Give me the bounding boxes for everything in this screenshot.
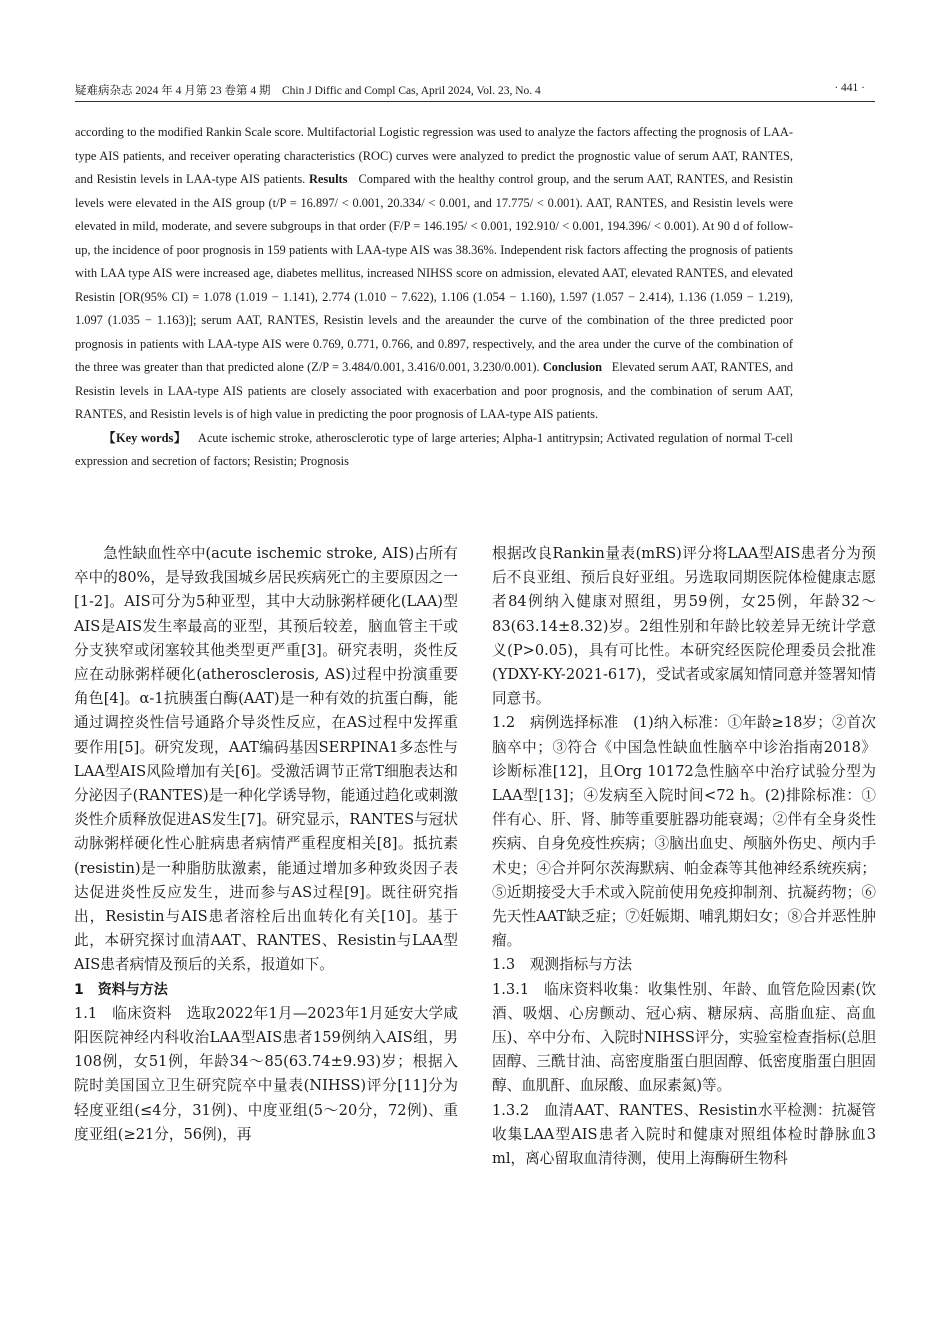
clinical-data-continued: 根据改良Rankin量表(mRS)评分将LAA型AIS患者分为预后不良亚组、预后良好亚组。另选取同期医院体检健康志愿者84例纳入健康对照组，男59例，女25例，年龄32～83(63.14±8.32)岁。2组性别和年龄比较差异无统计学意义(P>0.05)，具有可比性。本研究经医院伦理委员会批准(YDXY-KY-2021-617)，受试者或家属知情同意并签署知情同意书。	[492, 545, 876, 708]
english-abstract	[75, 121, 793, 474]
conclusion-label: Conclusion	[542, 360, 603, 374]
results-text: Compared with the healthy control group, and the serum AAT, RANTES, and Resistin levels were elevated in the AIS group (t/P = 16.897/ < 0.001, 20.334/ < 0.001, and 17.775/ < 0.001). AAT, RANTES, and Resistin levels were elevated in mild, moderate, and severe subgroups in that order (F/P = 146.195/ < 0.001, 192.910/ < 0.001, 194.396/ < 0.001). At 90 d of follow-up, the incidence of poor prognosis in 159 patients with LAA-type AIS was 38.36%. Independent risk factors affecting the prognosis of patients with LAA type AIS were increased age, diabetes mellitus, increased NIHSS score on admission, elevated AAT, elevated RANTES, and elevated Resistin [OR(95% CI) = 1.078 (1.019 − 1.141), 2.774 (1.010 − 7.622), 1.106 (1.054 − 1.160), 1.597 (1.057 − 2.414), 1.136 (1.059 − 1.219), 1.097 (1.035 − 1.163)]; serum AAT, RANTES, Resistin levels and the areaunder the curve of the combination of the three predicted poor prognosis in patients with LAA-type AIS were 0.769, 0.771, 0.766, and 0.897, respectively, and the area under the curve of the combination of the three was greater than that predicted alone (Z/P = 3.484/0.001, 3.416/0.001, 3.230/0.001).	[75, 172, 793, 374]
section-1-2-selection-criteria: 1.2 病例选择标准 (1)纳入标准：①年龄≥18岁；②首次脑卒中；③符合《中国急性缺血性脑卒中诊治指南2018》诊断标准[12]，且Org 10172急性脑卒中治疗试验分型为LAA型[13]；④发病至入院时间<72 h。(2)排除标准：①伴有心、肝、肾、肺等重要脏器功能衰竭；②伴有全身炎性疾病、自身免疫性疾病；③脑出血史、颅脑外伤史、颅内手术史；④合并阿尔茨海默病、帕金森等其他神经系统疾病；⑤近期接受大手术或入院前使用免疫抑制剂、抗凝药物；⑥先天性AAT缺乏症；⑦妊娠期、哺乳期妇女；⑧合并恶性肿瘤。	[492, 714, 876, 950]
section-1-3-heading: 1.3 观测指标与方法	[492, 956, 632, 974]
section-1-3-1-clinical-collection: 1.3.1 临床资料收集：收集性别、年龄、血管危险因素(饮酒、吸烟、心房颤动、冠心病、糖尿病、高脂血症、高血压)、卒中分布、入院时NIHSS评分，实验室检查指标(总胆固醇、三酰甘油、高密度脂蛋白胆固醇、低密度脂蛋白胆固醇、血肌酐、血尿酸、血尿素氮)等。	[492, 980, 876, 1095]
keywords-text: Acute ischemic stroke, atherosclerotic type of large arteries; Alpha-1 antitrypsin; Activated regulation of normal T-cell expression and secretion of factors; Resistin; Prognosis	[75, 430, 793, 468]
section-1-1-clinical-data: 1.1 临床资料 选取2022年1月—2023年1月延安大学咸阳医院神经内科收治LAA型AIS患者159例纳入AIS组，男108例，女51例，年龄34～85(63.74±9.93)岁；根据入院时美国国立卫生研究院卒中量表(NIHSS)评分[11]分为轻度亚组(≤4分，31例)、中度亚组(5～20分，72例)、重度亚组(≥21分，56例)，再	[74, 1004, 458, 1143]
keywords	[75, 427, 793, 474]
introduction-paragraph: 急性缺血性卒中(acute ischemic stroke, AIS)占所有卒中的80%，是导致我国城乡居民疾病死亡的主要原因之一[1-2]。AIS可分为5种亚型，其中大动脉粥样硬化(LAA)型AIS是AIS发生率最高的亚型，其预后较差，脑血管主干或分支狭窄或闭塞较其他类型更严重[3]。研究表明，炎性反应在动脉粥样硬化(atherosclerosis, AS)过程中扮演重要角色[4]。α-1抗胰蛋白酶(AAT)是一种有效的抗蛋白酶，能通过调控炎性信号通路介导炎性反应，在AS过程中发挥重要作用[5]。研究发现，AAT编码基因SERPINA1多态性与LAA型AIS风险增加有关[6]。受激活调节正常T细胞表达和分泌因子(RANTES)是一种化学诱导物，能通过趋化或刺激炎性介质释放促进AS发生[7]。研究显示，RANTES与冠状动脉粥样硬化性心脏病患者病情严重程度相关[8]。抵抗素(resistin)是一种脂肪肽激素，能通过增加多种致炎因子表达促进炎性反应发生，进而参与AS过程[9]。既往研究指出，Resistin与AIS患者溶栓后出血转化有关[10]。基于此，本研究探讨血清AAT、RANTES、Resistin与LAA型AIS患者病情及预后的关系，报道如下。	[74, 545, 458, 974]
running-header	[75, 80, 875, 100]
results-label: Results	[308, 172, 348, 186]
header-rule	[75, 101, 875, 102]
body-column-right	[492, 542, 876, 1171]
page-number: · 441 ·	[834, 82, 865, 94]
keywords-label: 【Key words】	[103, 430, 187, 445]
body-column-left	[74, 542, 458, 1147]
journal-citation: 疑难病杂志 2024 年 4 月第 23 卷第 4 期 Chin J Diffic and Compl Cas, April 2024, Vol. 23, No. 4	[75, 85, 541, 97]
abstract-body	[75, 121, 793, 427]
section-1-3-2-serum-detection: 1.3.2 血清AAT、RANTES、Resistin水平检测：抗凝管收集LAA型AIS患者入院时和健康对照组体检时静脉血3 ml，离心留取血清待测，使用上海酶研生物科	[492, 1101, 876, 1168]
abstract-methods-tail: according to the modified Rankin Scale score. Multifactorial Logistic regression was used to analyze the factors affecting the prognosis of LAA-type AIS patients, and receiver operating characteristics (ROC) curves were analyzed to predict the prognostic value of serum AAT, RANTES, and Resistin levels in LAA-type AIS patients.	[75, 125, 793, 186]
conclusion-text: Elevated serum AAT, RANTES, and Resistin levels in LAA-type AIS patients are closely associated with exacerbation and poor prognosis, and the combination of serum AAT, RANTES, and Resistin levels is of high value in predicting the poor prognosis of LAA-type AIS patients.	[75, 360, 794, 421]
section-heading-methods: 1 资料与方法	[74, 981, 168, 998]
